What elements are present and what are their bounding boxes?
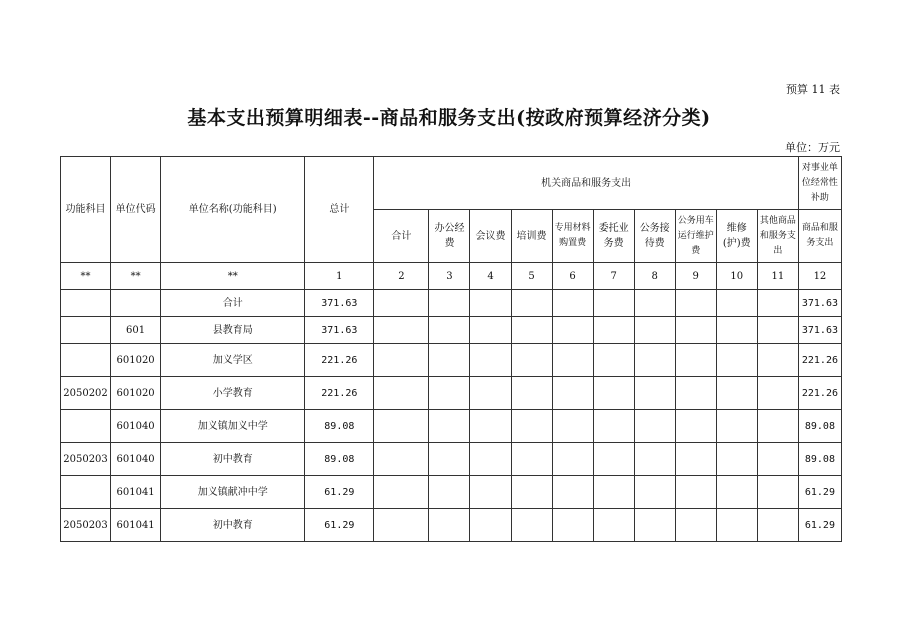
subsidy-goods-cell: 61.29 — [798, 509, 841, 542]
func-cell — [61, 410, 111, 443]
index-cell: ** — [161, 263, 305, 290]
index-cell: ** — [61, 263, 111, 290]
subsidy-goods-cell: 221.26 — [798, 377, 841, 410]
page-title: 基本支出预算明细表--商品和服务支出(按政府预算经济分类) — [187, 107, 711, 129]
table-row — [61, 377, 842, 410]
header-meeting: 会议费 — [470, 210, 511, 263]
name-cell: 小学教育 — [161, 377, 305, 410]
name-cell: 初中教育 — [161, 443, 305, 476]
func-cell — [61, 317, 111, 344]
index-cell: 8 — [634, 263, 675, 290]
header-commission: 委托业务费 — [593, 210, 634, 263]
index-cell: 6 — [552, 263, 593, 290]
header-subtotal: 合计 — [374, 210, 429, 263]
subsidy-goods-cell: 61.29 — [798, 476, 841, 509]
name-cell: 加义学区 — [161, 344, 305, 377]
name-cell: 加义镇加义中学 — [161, 410, 305, 443]
func-cell: 2050203 — [61, 509, 111, 542]
func-cell — [61, 344, 111, 377]
index-cell: 7 — [593, 263, 634, 290]
index-cell: 12 — [798, 263, 841, 290]
total-cell: 221.26 — [305, 344, 374, 377]
header-subsidy-group: 对事业单位经常性补助 — [798, 157, 841, 210]
table-row — [61, 317, 842, 344]
func-cell: 2050203 — [61, 443, 111, 476]
code-cell: 601040 — [111, 443, 161, 476]
total-cell: 61.29 — [305, 509, 374, 542]
index-cell: 10 — [716, 263, 757, 290]
total-cell: 89.08 — [305, 443, 374, 476]
header-unit-code: 单位代码 — [111, 157, 161, 263]
total-cell: 61.29 — [305, 476, 374, 509]
header-training: 培训费 — [511, 210, 552, 263]
index-cell: 4 — [470, 263, 511, 290]
code-cell: 601040 — [111, 410, 161, 443]
func-cell — [61, 290, 111, 317]
total-cell: 371.63 — [305, 317, 374, 344]
code-cell: 601041 — [111, 509, 161, 542]
func-cell: 2050202 — [61, 377, 111, 410]
table-row — [61, 476, 842, 509]
subsidy-goods-cell: 371.63 — [798, 290, 841, 317]
header-other: 其他商品和服务支出 — [757, 210, 798, 263]
table-row — [61, 443, 842, 476]
code-cell — [111, 290, 161, 317]
header-repair: 维修(护)费 — [716, 210, 757, 263]
name-cell: 县教育局 — [161, 317, 305, 344]
header-reception: 公务接待费 — [634, 210, 675, 263]
subsidy-goods-cell: 371.63 — [798, 317, 841, 344]
subsidy-goods-cell: 221.26 — [798, 344, 841, 377]
code-cell: 601020 — [111, 377, 161, 410]
table-row — [61, 410, 842, 443]
code-cell: 601020 — [111, 344, 161, 377]
budget-table — [60, 156, 842, 542]
subsidy-goods-cell: 89.08 — [798, 443, 841, 476]
total-cell: 89.08 — [305, 410, 374, 443]
code-cell: 601 — [111, 317, 161, 344]
table-row — [61, 290, 842, 317]
index-cell: 9 — [675, 263, 716, 290]
header-unit-name: 单位名称(功能科目) — [161, 157, 305, 263]
header-func-subject: 功能科目 — [61, 157, 111, 263]
total-cell: 221.26 — [305, 377, 374, 410]
name-cell: 初中教育 — [161, 509, 305, 542]
index-cell: 5 — [511, 263, 552, 290]
table-row — [61, 509, 842, 542]
name-cell: 合计 — [161, 290, 305, 317]
index-row — [61, 263, 842, 290]
unit-label: 单位：万元 — [785, 141, 840, 154]
header-total: 总计 — [305, 157, 374, 263]
form-number: 预算 11 表 — [786, 83, 840, 96]
header-row-1 — [61, 157, 842, 210]
header-vehicle: 公务用车运行维护费 — [675, 210, 716, 263]
index-cell: ** — [111, 263, 161, 290]
index-cell: 2 — [374, 263, 429, 290]
header-goods-group: 机关商品和服务支出 — [374, 157, 798, 210]
total-cell: 371.63 — [305, 290, 374, 317]
index-cell: 3 — [429, 263, 470, 290]
index-cell: 11 — [757, 263, 798, 290]
header-office: 办公经费 — [429, 210, 470, 263]
code-cell: 601041 — [111, 476, 161, 509]
index-cell: 1 — [305, 263, 374, 290]
subsidy-goods-cell: 89.08 — [798, 410, 841, 443]
name-cell: 加义镇献冲中学 — [161, 476, 305, 509]
header-special-material: 专用材料购置费 — [552, 210, 593, 263]
header-subsidy-goods: 商品和服务支出 — [798, 210, 841, 263]
table-row — [61, 344, 842, 377]
func-cell — [61, 476, 111, 509]
